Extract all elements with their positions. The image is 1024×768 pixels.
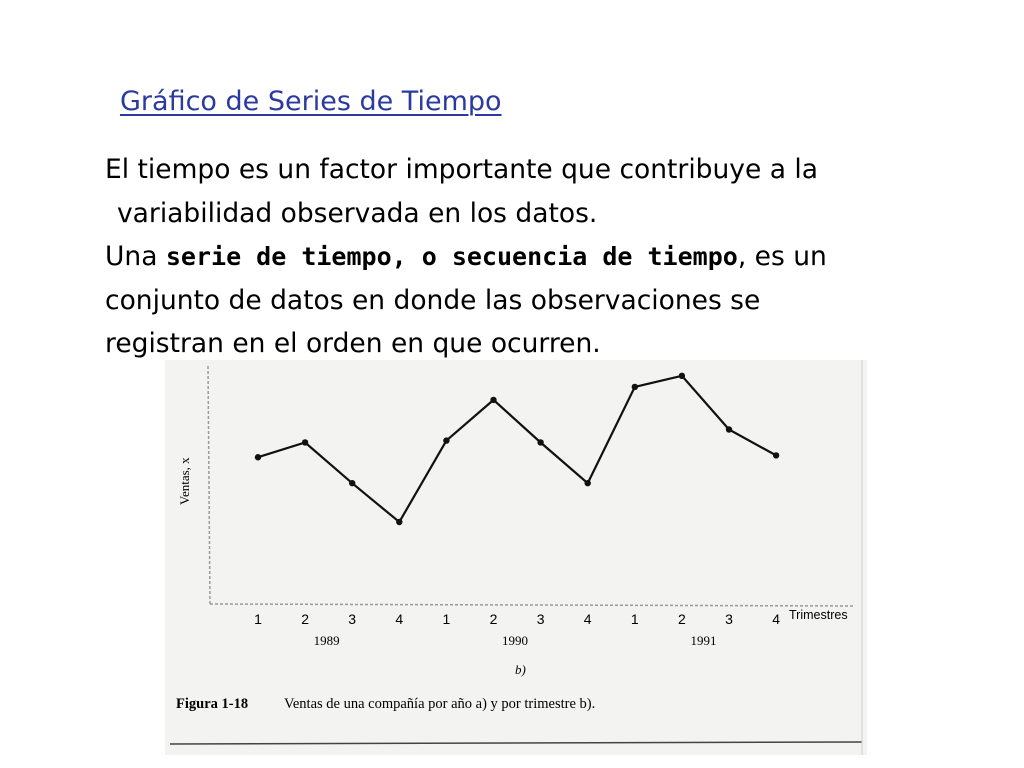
data-point xyxy=(632,384,638,390)
data-point xyxy=(773,452,779,458)
series-line xyxy=(258,376,776,522)
x-tick-label: 4 xyxy=(395,611,404,627)
data-point xyxy=(679,373,685,379)
slide-body xyxy=(105,148,995,366)
caption-label: Figura 1-18 xyxy=(176,696,249,712)
x-tick-label: 2 xyxy=(489,611,498,627)
bottom-scan-edge xyxy=(170,742,862,744)
figure-caption xyxy=(176,696,595,712)
paragraph-2-line-2: conjunto de datos en donde las observaciones se xyxy=(105,284,761,316)
paragraph-2-bold-term: serie de tiempo, o secuencia de tiempo xyxy=(165,242,738,271)
data-point xyxy=(585,480,591,486)
paragraph-2-line-1 xyxy=(105,235,995,279)
caption-text: Ventas de una compañía por año a) y por trimestre b). xyxy=(284,696,596,712)
time-series-chart xyxy=(165,360,867,755)
paragraph-1-line-2: variabilidad observada en los datos. xyxy=(117,197,598,229)
data-point xyxy=(302,439,308,445)
x-tick-label: 1 xyxy=(254,611,262,627)
data-point xyxy=(537,439,543,445)
panel-label: b) xyxy=(515,662,526,677)
x-tick-label: 1 xyxy=(630,611,639,627)
slide-title: Gráfico de Series de Tiempo xyxy=(120,86,502,117)
year-label: 1990 xyxy=(502,633,529,648)
data-point xyxy=(490,397,496,403)
x-tick-label: 4 xyxy=(583,611,592,627)
x-axis xyxy=(210,604,855,606)
data-point xyxy=(396,519,402,525)
data-point xyxy=(349,480,355,486)
scanned-figure xyxy=(165,360,867,755)
year-label: 1991 xyxy=(690,633,717,648)
data-point xyxy=(726,426,732,432)
x-tick-label: 4 xyxy=(772,611,780,627)
data-point xyxy=(443,437,449,443)
x-tick-label: 1 xyxy=(442,611,451,627)
year-label: 1989 xyxy=(313,633,340,648)
data-point xyxy=(255,454,261,460)
paragraph-2-suffix: , es un xyxy=(737,241,827,272)
x-tick-label: 2 xyxy=(301,611,309,627)
x-tick-label: 2 xyxy=(678,611,686,627)
x-axis-label: Trimestres xyxy=(789,608,848,622)
paragraph-2-line-3: registran en el orden en que ocurren. xyxy=(105,328,601,359)
x-tick-label: 3 xyxy=(536,611,545,627)
y-axis xyxy=(208,366,210,606)
x-tick-label: 3 xyxy=(725,611,733,627)
paragraph-1-line-1: El tiempo es un factor importante que contribuye a la xyxy=(105,154,818,185)
x-tick-label: 3 xyxy=(348,611,357,627)
y-axis-label: Ventas, x xyxy=(177,457,192,505)
paragraph-2-prefix: Una xyxy=(105,241,166,272)
